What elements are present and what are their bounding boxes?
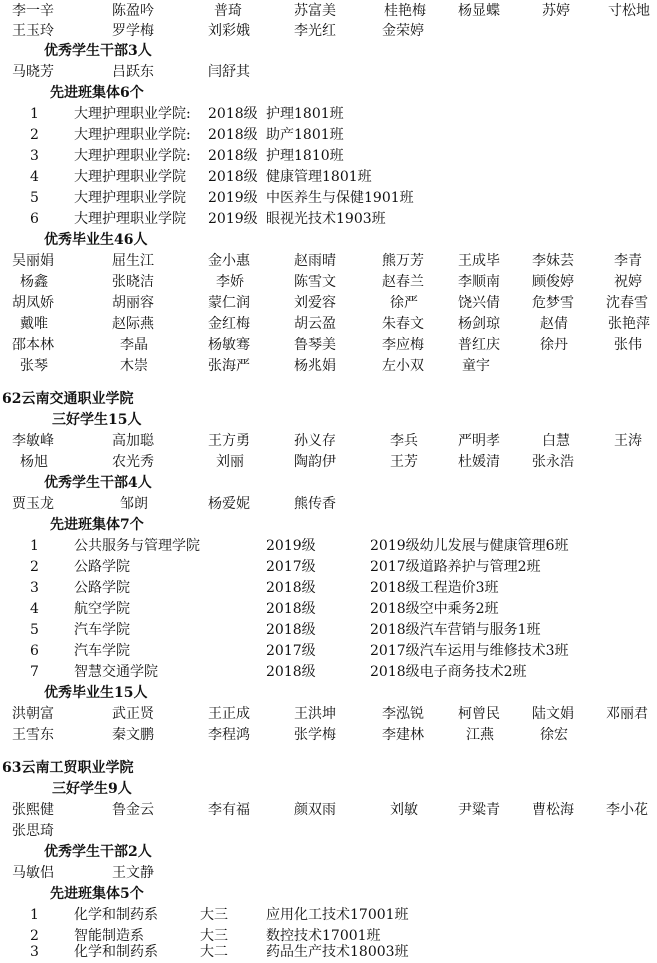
student-name: 白慧 (542, 433, 570, 449)
student-name: 杨旭 (20, 454, 48, 470)
student-name: 洪朝富 (12, 706, 54, 722)
student-name: 金红梅 (208, 316, 250, 332)
student-name: 马晓芳 (12, 64, 54, 80)
student-name: 严明孝 (458, 433, 500, 449)
student-name: 刘爱容 (294, 295, 336, 311)
student-name: 普红庆 (458, 337, 500, 353)
student-name: 邓丽君 (606, 706, 648, 722)
student-name: 秦文鹏 (112, 727, 154, 743)
student-name: 杨鑫 (20, 274, 48, 290)
student-name: 鲁金云 (112, 802, 154, 818)
student-name: 危梦雪 (532, 295, 574, 311)
student-name: 沈春雪 (606, 295, 648, 311)
student-name: 李泓锐 (382, 706, 424, 722)
student-name: 李晶 (120, 337, 148, 353)
student-name: 刘彩娥 (208, 23, 250, 39)
student-name: 李一辛 (12, 3, 54, 19)
student-name: 杨剑琼 (458, 316, 500, 332)
student-name: 张伟 (614, 337, 642, 353)
student-name: 陈雪文 (294, 274, 336, 290)
student-name: 桂艳梅 (384, 3, 426, 19)
student-name: 杜媛清 (458, 454, 500, 470)
student-name: 王洪坤 (294, 706, 336, 722)
student-name: 张思琦 (12, 823, 54, 839)
student-name: 张海严 (208, 358, 250, 374)
student-name: 寸松地 (608, 3, 650, 19)
student-name: 赵际燕 (112, 316, 154, 332)
student-name: 鲁琴美 (294, 337, 336, 353)
student-name: 左小双 (382, 358, 424, 374)
student-name: 胡云盈 (294, 316, 336, 332)
student-name: 金小惠 (208, 253, 250, 269)
student-name: 曹松海 (532, 802, 574, 818)
student-name: 李敏峰 (12, 433, 54, 449)
student-name: 吴丽娟 (12, 253, 54, 269)
student-name: 王玉玲 (12, 23, 54, 39)
student-name: 徐宏 (540, 727, 568, 743)
student-name: 刘丽 (216, 454, 244, 470)
student-name: 徐严 (390, 295, 418, 311)
student-name: 李程鸿 (208, 727, 250, 743)
student-name: 张晓洁 (112, 274, 154, 290)
student-name: 饶兴倩 (458, 295, 500, 311)
student-name: 李有福 (208, 802, 250, 818)
student-name: 王正成 (208, 706, 250, 722)
student-name: 王成毕 (458, 253, 500, 269)
student-name: 木崇 (120, 358, 148, 374)
student-name: 江燕 (466, 727, 494, 743)
student-name: 闫舒其 (208, 64, 250, 80)
student-name: 胡丽容 (112, 295, 154, 311)
student-name: 屈生江 (112, 253, 154, 269)
student-name: 农光秀 (112, 454, 154, 470)
student-name: 陶韵伊 (294, 454, 336, 470)
student-name: 顾俊婷 (532, 274, 574, 290)
document-page: 李一辛 陈盈吟 普琦 苏富美 桂艳梅 杨显蝶 苏婷 寸松地 王玉玲 罗学梅 刘彩娥 李光红 金荣婷 优秀学生干部3人 马晓芳 吕跃东 闫舒其 先进班集体6个 1 大理护理职业学院: 2018级 护理1801班 2 大理护理职业学院: 2018级 助产1801班 3 大理护理职业学院: 2018级 护理1810班 4 大理护理职业学院 2018级 健康管理1801班 5 大理护理职业学院 2019级 中医养生与保健1901班 6 大理护理职业学院 2019级 眼视光技术1903班 优秀毕业生46人 吴丽娟 屈生江 金小惠 赵雨晴 熊万芳 王成毕 李妹芸 李青 杨鑫 张晓洁 李娇 陈雪文 赵春兰 李顺南 顾俊婷 祝婷 胡凤娇 胡丽容 蒙仁润 刘爱容 徐严 饶兴倩 危梦雪 沈春雪 戴唯 赵际燕 金红梅 胡云盈 朱春文 杨剑琼 赵倩 张艳萍 邵本林 李晶 杨敏骞 鲁琴美 李应梅 普红庆 徐丹 张伟 张琴 木崇 张海严 杨兆娟 左小双 童宇 62云南交通职业学院 三好学生15人 李敏峰 高加聪 王方勇 孙义存 李兵 严明孝 白慧 王涛 杨旭 农光秀 刘丽 陶韵伊 王芳 杜媛清 张永浩 优秀学生干部4人 贾玉龙 邹朗 杨爱妮 熊传香 先进班集体7个 1 公共服务与管理学院 2019级 2019级幼儿发展与健康管理6班 2 公路学院 2017级 2017级道路养护与管理2班 3 公路学院 2018级 2018级工程造价3班 4 航空学院 2018级 2018级空中乘务2班 5 汽车学院 2018级 2018级汽车营销与服务1班 6 汽车学院 2017级 2017级汽车运用与维修技术3班 7 智慧交通学院 2018级 2018级电子商务技术2班 优秀毕业生15人 洪朝富 武正贤 王正成 王洪坤 李泓锐 柯曾民 陆文娟 邓丽君 王雪东 秦文鹏 李程鸿 张学梅 李建林 江燕 徐宏 63云南工贸职业学院 三好学生9人 张熙健 鲁金云 李有福 颜双雨 刘敏 尹粱青 曹松海 李小花 张思琦 优秀学生干部2人 马敏侣 王文静 先进班集体5个 1 化学和制药系 大三 应用化工技术17001班 2 智能制造系 大三 数控技术17001班 3 化学和制药系 大二 药品生产技术18003班 (0, 0, 657, 963)
student-name: 张艳萍 (608, 316, 650, 332)
student-name: 杨敏骞 (208, 337, 250, 353)
student-name: 王涛 (614, 433, 642, 449)
student-name: 胡凤娇 (12, 295, 54, 311)
student-name: 朱春文 (382, 316, 424, 332)
student-name: 吕跃东 (112, 64, 154, 80)
student-name: 张熙健 (12, 802, 54, 818)
student-name: 王雪东 (12, 727, 54, 743)
student-name: 李应梅 (382, 337, 424, 353)
student-name: 蒙仁润 (208, 295, 250, 311)
student-name: 陆文娟 (532, 706, 574, 722)
student-name: 赵雨晴 (294, 253, 336, 269)
student-name: 杨爱妮 (208, 496, 250, 512)
student-name: 武正贤 (112, 706, 154, 722)
student-name: 张永浩 (532, 454, 574, 470)
student-name: 李青 (614, 253, 642, 269)
student-name: 马敏侣 (12, 865, 54, 881)
student-name: 戴唯 (20, 316, 48, 332)
student-name: 李建林 (382, 727, 424, 743)
student-name: 赵春兰 (382, 274, 424, 290)
student-name: 王文静 (112, 865, 154, 881)
student-name: 贾玉龙 (12, 496, 54, 512)
student-name: 苏富美 (294, 3, 336, 19)
student-name: 熊万芳 (382, 253, 424, 269)
student-name: 熊传香 (294, 496, 336, 512)
student-name: 李兵 (390, 433, 418, 449)
student-name: 李娇 (216, 274, 244, 290)
student-name: 李小花 (606, 802, 648, 818)
student-name: 普琦 (214, 3, 242, 19)
student-name: 张琴 (20, 358, 48, 374)
student-name: 李顺南 (458, 274, 500, 290)
student-name: 徐丹 (540, 337, 568, 353)
student-name: 罗学梅 (112, 23, 154, 39)
student-name: 高加聪 (112, 433, 154, 449)
student-name: 孙义存 (294, 433, 336, 449)
student-name: 童宇 (462, 358, 490, 374)
student-name: 柯曾民 (458, 706, 500, 722)
student-name: 金荣婷 (382, 23, 424, 39)
student-name: 王芳 (390, 454, 418, 470)
student-name: 刘敏 (390, 802, 418, 818)
student-name: 杨兆娟 (294, 358, 336, 374)
student-name: 颜双雨 (294, 802, 336, 818)
student-name: 赵倩 (540, 316, 568, 332)
student-name: 尹粱青 (458, 802, 500, 818)
student-name: 邹朗 (120, 496, 148, 512)
student-name: 王方勇 (208, 433, 250, 449)
student-name: 陈盈吟 (112, 3, 154, 19)
student-name: 李妹芸 (532, 253, 574, 269)
student-name: 邵本林 (12, 337, 54, 353)
student-name: 李光红 (294, 23, 336, 39)
student-name: 祝婷 (614, 274, 642, 290)
student-name: 杨显蝶 (458, 3, 500, 19)
student-name: 苏婷 (542, 3, 570, 19)
student-name: 张学梅 (294, 727, 336, 743)
